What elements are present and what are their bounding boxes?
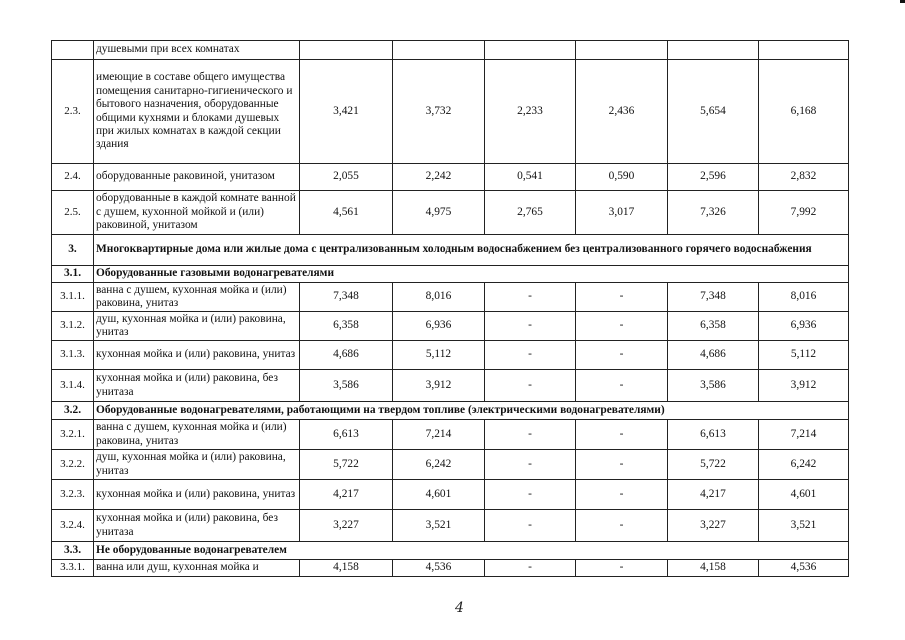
table-row: [52, 450, 849, 480]
row-number: 3.1.4.: [52, 370, 94, 402]
value-cell: 2,596: [668, 164, 759, 191]
value-cell: -: [576, 370, 668, 402]
subsection-number: 3.2.: [52, 402, 94, 420]
row-description: имеющие в составе общего имущества помещения санитарно-гигиенического и бытового назначения, оборудованные общими кухнями и блоками душевых при жилых комнатах в каждой секции здания: [94, 60, 300, 164]
value-cell: -: [576, 450, 668, 480]
row-number: 2.5.: [52, 191, 94, 235]
value-cell: 4,561: [300, 191, 393, 235]
value-cell: [668, 41, 759, 60]
value-cell: -: [576, 341, 668, 370]
value-cell: -: [485, 312, 576, 341]
value-cell: 2,233: [485, 60, 576, 164]
value-cell: 6,242: [759, 450, 849, 480]
value-cell: 6,936: [393, 312, 485, 341]
value-cell: [485, 41, 576, 60]
value-cell: 3,227: [668, 510, 759, 542]
value-cell: 4,217: [668, 480, 759, 510]
value-cell: 3,017: [576, 191, 668, 235]
value-cell: 7,326: [668, 191, 759, 235]
table-row: [52, 560, 849, 577]
value-cell: 5,112: [759, 341, 849, 370]
row-number: [52, 41, 94, 60]
value-cell: 3,586: [668, 370, 759, 402]
value-cell: 3,586: [300, 370, 393, 402]
table-row: [52, 60, 849, 164]
value-cell: 3,521: [759, 510, 849, 542]
corner-mark: [900, 0, 905, 3]
value-cell: -: [485, 510, 576, 542]
subsection-number: 3.1.: [52, 266, 94, 283]
value-cell: -: [485, 450, 576, 480]
value-cell: [576, 41, 668, 60]
section-number: 3.: [52, 235, 94, 266]
value-cell: -: [485, 370, 576, 402]
value-cell: 3,421: [300, 60, 393, 164]
row-number: 3.2.3.: [52, 480, 94, 510]
value-cell: 4,601: [759, 480, 849, 510]
section-title: Многоквартирные дома или жилые дома с централизованным холодным водоснабжением без централизованного горячего водоснабжения: [94, 235, 849, 266]
value-cell: 5,722: [300, 450, 393, 480]
value-cell: 8,016: [393, 283, 485, 312]
value-cell: 8,016: [759, 283, 849, 312]
value-cell: 6,613: [668, 420, 759, 450]
subsection-header-row: [52, 402, 849, 420]
table-row: [52, 41, 849, 60]
value-cell: 7,214: [393, 420, 485, 450]
table-row: [52, 341, 849, 370]
value-cell: -: [485, 341, 576, 370]
value-cell: 3,912: [393, 370, 485, 402]
value-cell: 6,613: [300, 420, 393, 450]
value-cell: -: [576, 312, 668, 341]
value-cell: -: [485, 420, 576, 450]
value-cell: 6,168: [759, 60, 849, 164]
value-cell: 2,242: [393, 164, 485, 191]
row-description: кухонная мойка и (или) раковина, унитаз: [94, 480, 300, 510]
row-description: оборудованные в каждой комнате ванной с душем, кухонной мойкой и (или) раковиной, унитазом: [94, 191, 300, 235]
row-description: душевыми при всех комнатах: [94, 41, 300, 60]
row-number: 3.2.2.: [52, 450, 94, 480]
value-cell: 4,975: [393, 191, 485, 235]
row-description: душ, кухонная мойка и (или) раковина, унитаз: [94, 312, 300, 341]
value-cell: 4,217: [300, 480, 393, 510]
subsection-title: Не оборудованные водонагревателем: [94, 542, 849, 560]
table-body: [52, 41, 849, 577]
row-description: ванна с душем, кухонная мойка и (или) раковина, унитаз: [94, 420, 300, 450]
value-cell: 3,521: [393, 510, 485, 542]
row-number: 3.1.2.: [52, 312, 94, 341]
value-cell: 7,992: [759, 191, 849, 235]
table-row: [52, 312, 849, 341]
value-cell: 4,686: [300, 341, 393, 370]
value-cell: -: [485, 283, 576, 312]
value-cell: 4,158: [300, 560, 393, 577]
value-cell: 2,436: [576, 60, 668, 164]
tariff-table: [51, 40, 849, 577]
value-cell: 5,112: [393, 341, 485, 370]
subsection-title: Оборудованные газовыми водонагревателями: [94, 266, 849, 283]
value-cell: 6,358: [668, 312, 759, 341]
table-row: [52, 510, 849, 542]
row-description: кухонная мойка и (или) раковина, без унитаза: [94, 370, 300, 402]
row-number: 3.2.4.: [52, 510, 94, 542]
value-cell: [759, 41, 849, 60]
value-cell: 2,832: [759, 164, 849, 191]
value-cell: 5,654: [668, 60, 759, 164]
value-cell: 3,227: [300, 510, 393, 542]
table-row: [52, 370, 849, 402]
value-cell: -: [576, 510, 668, 542]
row-description: душ, кухонная мойка и (или) раковина, унитаз: [94, 450, 300, 480]
value-cell: [300, 41, 393, 60]
value-cell: 4,686: [668, 341, 759, 370]
row-description: оборудованные раковиной, унитазом: [94, 164, 300, 191]
value-cell: 4,536: [759, 560, 849, 577]
value-cell: -: [576, 560, 668, 577]
value-cell: 4,536: [393, 560, 485, 577]
value-cell: -: [576, 420, 668, 450]
table-row: [52, 164, 849, 191]
subsection-header-row: [52, 266, 849, 283]
table-row: [52, 283, 849, 312]
row-description: кухонная мойка и (или) раковина, унитаз: [94, 341, 300, 370]
value-cell: -: [485, 560, 576, 577]
row-description: ванна с душем, кухонная мойка и (или) раковина, унитаз: [94, 283, 300, 312]
value-cell: 0,590: [576, 164, 668, 191]
value-cell: 0,541: [485, 164, 576, 191]
value-cell: 5,722: [668, 450, 759, 480]
value-cell: -: [485, 480, 576, 510]
subsection-title: Оборудованные водонагревателями, работающими на твердом топливе (электрическими водонагревателями): [94, 402, 849, 420]
subsection-header-row: [52, 542, 849, 560]
value-cell: 6,358: [300, 312, 393, 341]
value-cell: 2,765: [485, 191, 576, 235]
value-cell: [393, 41, 485, 60]
subsection-number: 3.3.: [52, 542, 94, 560]
row-description: ванна или душ, кухонная мойка и: [94, 560, 300, 577]
row-number: 3.3.1.: [52, 560, 94, 577]
row-number: 3.2.1.: [52, 420, 94, 450]
row-description: кухонная мойка и (или) раковина, без унитаза: [94, 510, 300, 542]
row-number: 3.1.1.: [52, 283, 94, 312]
value-cell: 7,348: [668, 283, 759, 312]
row-number: 3.1.3.: [52, 341, 94, 370]
row-number: 2.4.: [52, 164, 94, 191]
value-cell: -: [576, 283, 668, 312]
table-row: [52, 480, 849, 510]
value-cell: 7,214: [759, 420, 849, 450]
value-cell: 2,055: [300, 164, 393, 191]
page-number: 4: [455, 600, 464, 616]
value-cell: 3,912: [759, 370, 849, 402]
table-row: [52, 420, 849, 450]
table-row: [52, 191, 849, 235]
value-cell: 7,348: [300, 283, 393, 312]
value-cell: 6,936: [759, 312, 849, 341]
value-cell: -: [576, 480, 668, 510]
value-cell: 6,242: [393, 450, 485, 480]
value-cell: 4,601: [393, 480, 485, 510]
value-cell: 4,158: [668, 560, 759, 577]
section-header-row: [52, 235, 849, 266]
row-number: 2.3.: [52, 60, 94, 164]
value-cell: 3,732: [393, 60, 485, 164]
